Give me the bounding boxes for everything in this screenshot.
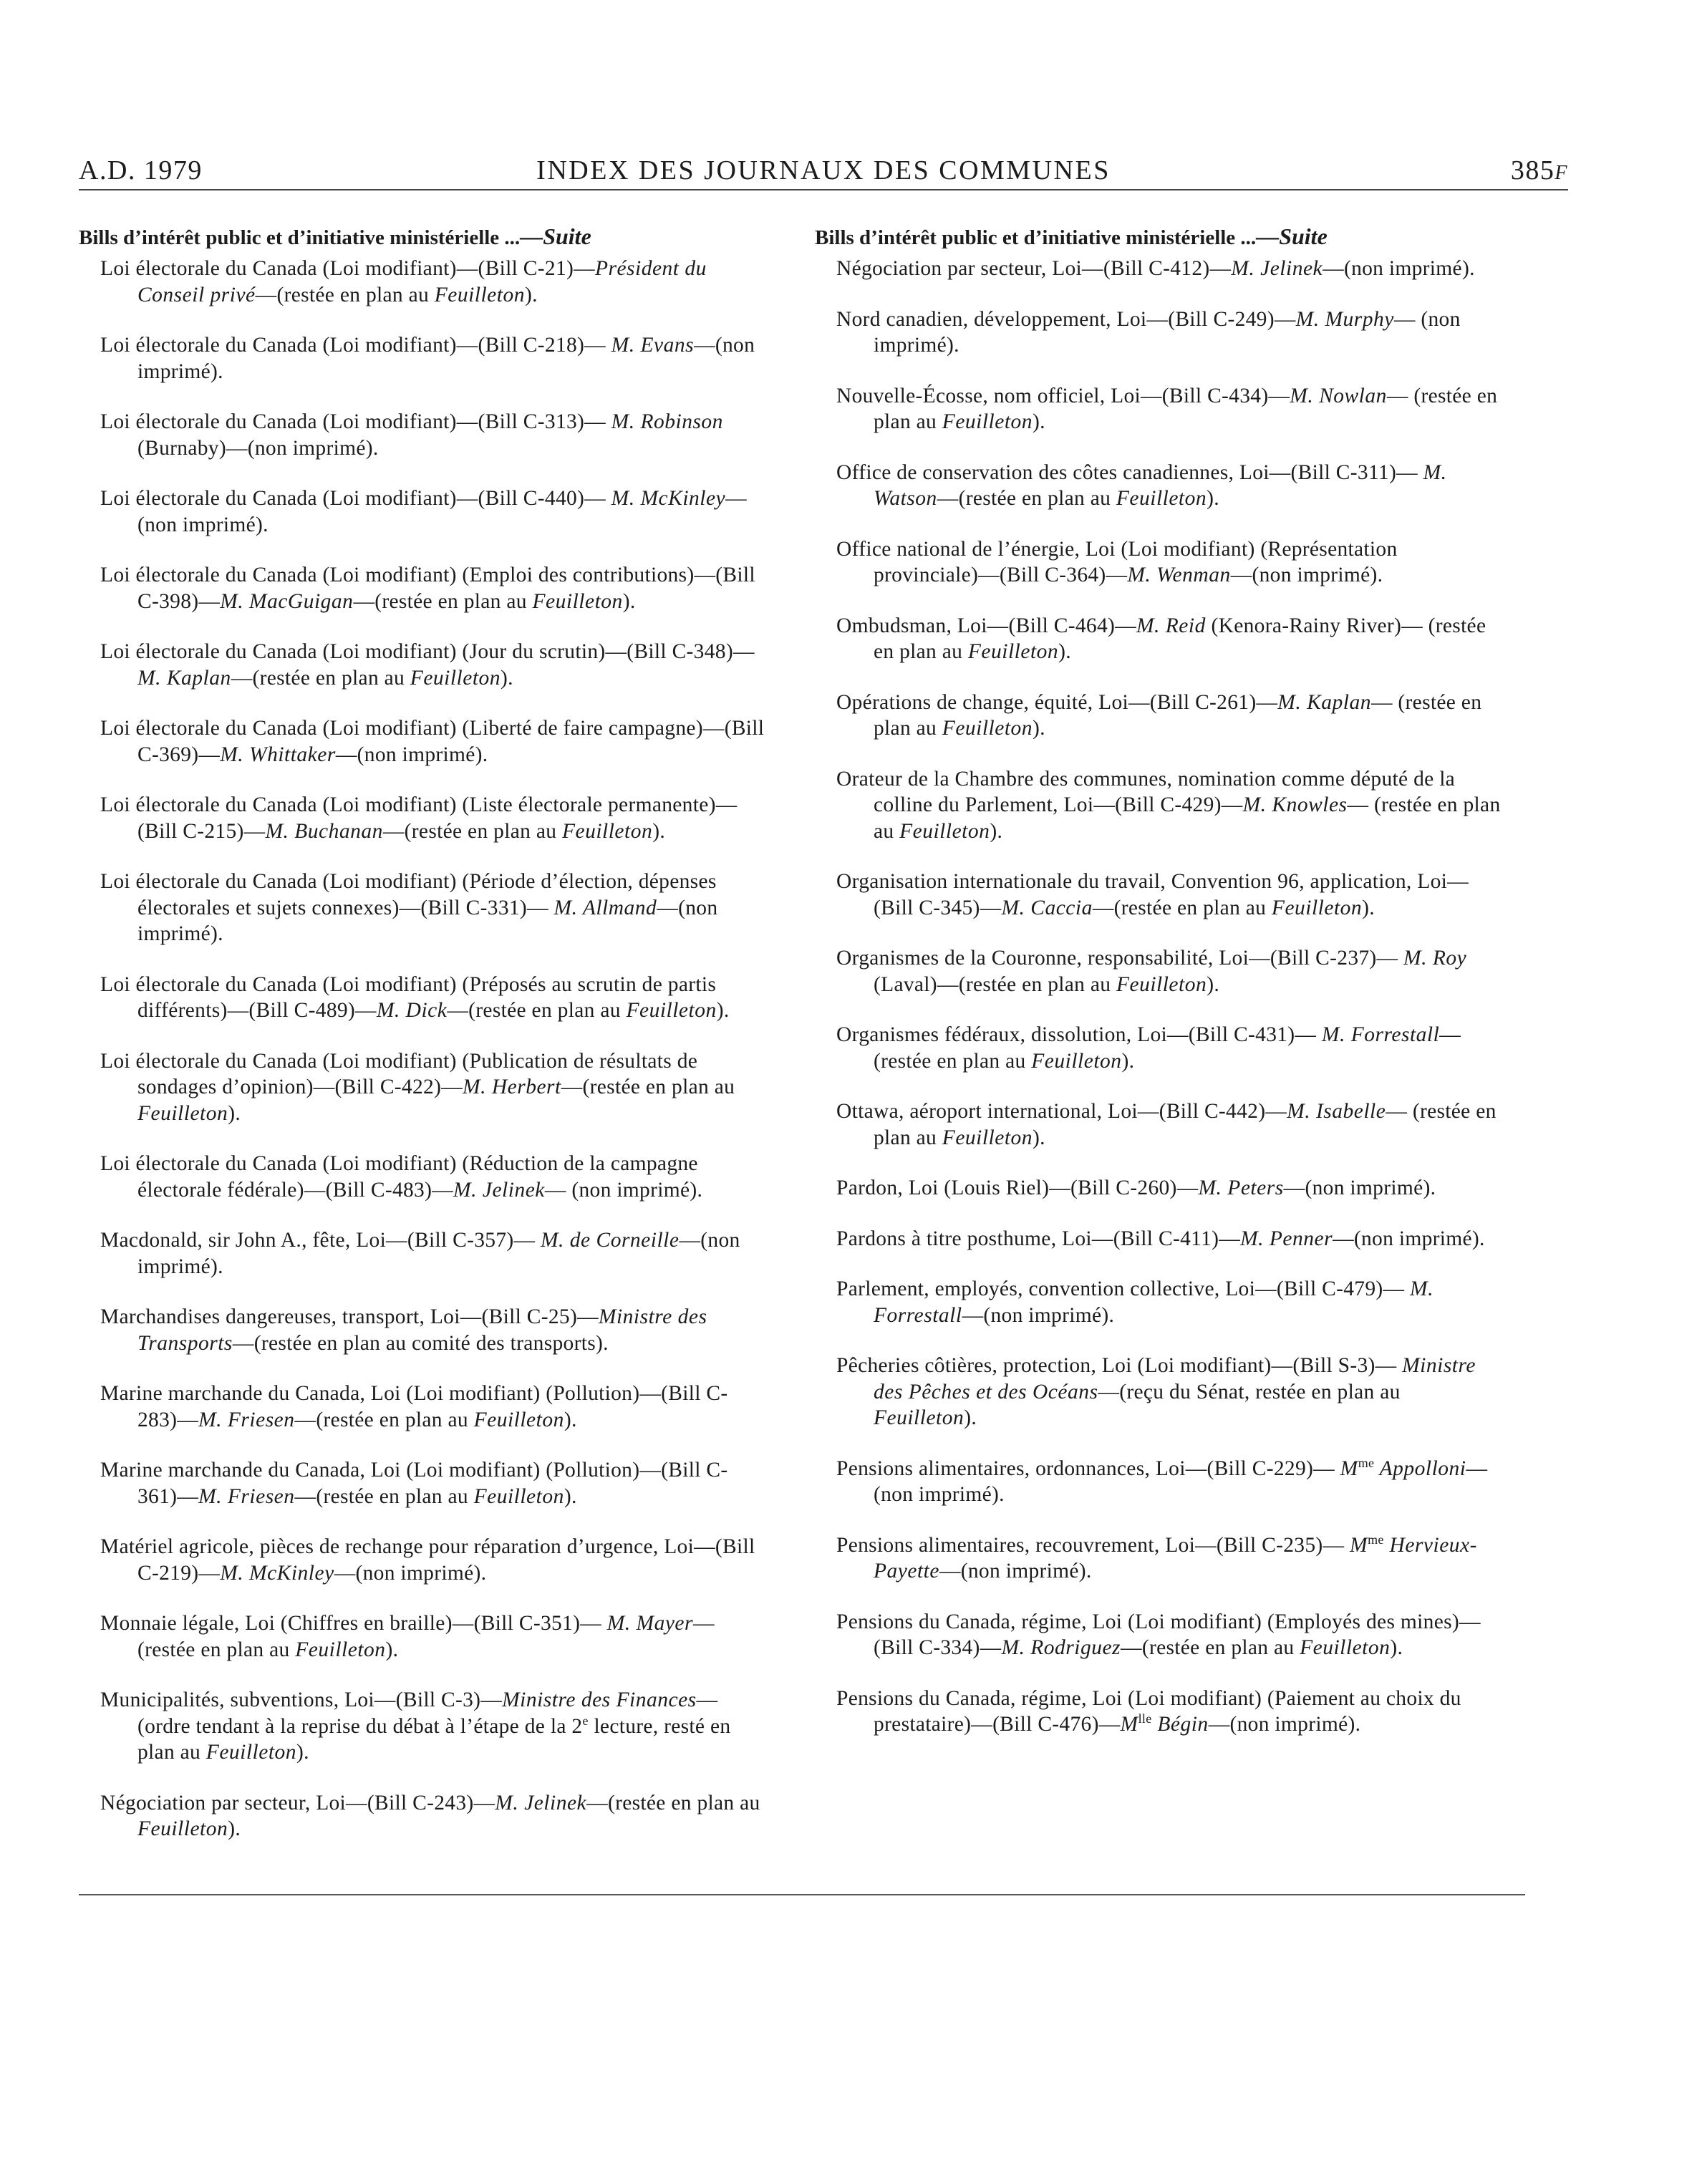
entry-text: M. Herbert bbox=[463, 1076, 561, 1098]
entry-text: —(restée en plan au bbox=[1092, 896, 1272, 919]
entry-text: M. Wenman bbox=[1127, 564, 1231, 586]
entry-text: Bégin bbox=[1151, 1713, 1209, 1736]
entry-text: M. Roy bbox=[1403, 947, 1467, 970]
entry-text: Office national de l’énergie, Loi (Loi modifiant) (Représentation provinciale)—(Bill C-364)— bbox=[836, 537, 1398, 586]
entry-text: — (restée en plan au bbox=[874, 690, 1482, 740]
section-heading-suffix: —Suite bbox=[1256, 223, 1328, 249]
index-entry bbox=[100, 1534, 766, 1586]
entry-text: ). bbox=[228, 1817, 241, 1840]
index-entry bbox=[836, 613, 1502, 665]
entry-text: —(non imprimé). bbox=[1208, 1713, 1361, 1736]
entry-text: Loi électorale du Canada (Loi modifiant)—(Bill C-440)— bbox=[100, 487, 611, 510]
entry-text: Feuilleton bbox=[137, 1101, 228, 1125]
entry-text: ). bbox=[564, 1408, 577, 1431]
entry-text: — (non imprimé). bbox=[544, 1178, 703, 1202]
entry-text: M. MacGuigan bbox=[220, 589, 354, 613]
entry-text: —(non imprimé). bbox=[874, 1456, 1488, 1506]
entry-text: ). bbox=[385, 1638, 399, 1661]
entry-text: Loi électorale du Canada (Loi modifiant) (Période d’élection, dépenses électorales et sujets connexes)—(Bill C-331)— bbox=[100, 870, 717, 919]
entry-text: —(non imprimé). bbox=[939, 1560, 1092, 1583]
entry-text: M. Isabelle bbox=[1287, 1100, 1386, 1123]
index-entry bbox=[836, 1456, 1502, 1508]
entry-text: —(restée en plan au bbox=[1121, 1636, 1300, 1659]
entry-text: Feuilleton bbox=[473, 1484, 564, 1508]
section-heading bbox=[815, 223, 1502, 250]
entry-text: Feuilleton bbox=[899, 819, 990, 843]
entry-text: ). bbox=[964, 1406, 977, 1429]
entry-text: Office de conservation des côtes canadiennes, Loi—(Bill C-311)— bbox=[836, 460, 1423, 484]
entry-text: M. McKinley bbox=[220, 1561, 334, 1585]
entry-text: Pardon, Loi (Louis Riel)—(Bill C-260)— bbox=[836, 1176, 1199, 1199]
entry-text: Nord canadien, développement, Loi—(Bill C-249)— bbox=[836, 307, 1296, 331]
entry-text: Pensions alimentaires, recouvrement, Loi—(Bill C-235)— bbox=[836, 1533, 1350, 1557]
index-entry bbox=[836, 1175, 1502, 1202]
entry-text: M. Forrestall bbox=[1321, 1023, 1440, 1046]
entry-text: M. Caccia bbox=[1001, 896, 1093, 919]
entry-text: Loi électorale du Canada (Loi modifiant) (Jour du scrutin)—(Bill C-348)— bbox=[100, 640, 755, 663]
entry-text: —(non imprimé). bbox=[334, 1561, 487, 1585]
entry-text: Matériel agricole, pièces de rechange pour réparation d’urgence, Loi—(Bill C-219)— bbox=[100, 1535, 755, 1585]
entry-text: ). bbox=[622, 589, 636, 613]
entry-text: —(restée en plan au bbox=[874, 1023, 1461, 1073]
entry-text: M. Evans bbox=[611, 334, 695, 357]
entry-text: Feuilleton bbox=[434, 283, 525, 306]
entry-text: ). bbox=[652, 819, 666, 843]
entry-text: —(restée en plan au bbox=[255, 283, 435, 306]
entry-text: —(restée en plan au bbox=[382, 819, 562, 843]
entry-text: Pardons à titre posthume, Loi—(Bill C-411)— bbox=[836, 1227, 1241, 1250]
entry-text: (Laval)—(restée en plan au bbox=[874, 972, 1116, 996]
entry-text: Feuilleton bbox=[1031, 1049, 1122, 1073]
entry-text: —(non imprimé). bbox=[335, 743, 488, 766]
entry-text: lle bbox=[1138, 1711, 1152, 1726]
index-entry bbox=[100, 1687, 766, 1766]
index-entry bbox=[100, 562, 766, 614]
entry-text: Monnaie légale, Loi (Chiffres en braille)—(Bill C-351)— bbox=[100, 1612, 607, 1635]
entry-text: —(restée en plan au bbox=[231, 666, 410, 690]
entry-text: M. Buchanan bbox=[265, 819, 383, 843]
entry-text: Feuilleton bbox=[967, 640, 1059, 663]
entry-text: Feuilleton bbox=[473, 1408, 564, 1431]
entry-text: Loi électorale du Canada (Loi modifiant) (Emploi des contributions)—(Bill C-398)— bbox=[100, 564, 755, 613]
entry-text: M. Robinson bbox=[611, 410, 723, 433]
entry-text: —(non imprimé). bbox=[137, 896, 718, 945]
entry-text: Ministre des Finances bbox=[502, 1688, 697, 1711]
index-entry bbox=[836, 1022, 1502, 1074]
entry-text: Feuilleton bbox=[410, 666, 501, 690]
entry-text: ). bbox=[228, 1101, 241, 1125]
entry-text: Feuilleton bbox=[1116, 487, 1207, 510]
index-entry bbox=[836, 256, 1502, 282]
entry-text: e bbox=[582, 1713, 589, 1728]
entry-text: Feuilleton bbox=[1271, 896, 1363, 919]
entry-text: M. McKinley bbox=[611, 487, 726, 510]
entry-text: —(restée en plan au bbox=[294, 1484, 474, 1508]
entry-text: —(restée en plan au bbox=[447, 999, 627, 1022]
header-year: A.D. 1979 bbox=[79, 155, 203, 185]
index-entry bbox=[100, 409, 766, 461]
index-entry bbox=[100, 715, 766, 768]
entry-text: Opérations de change, équité, Loi—(Bill C-261)— bbox=[836, 690, 1278, 714]
header-title: INDEX DES JOURNAUX DES COMMUNES bbox=[536, 155, 1111, 185]
entry-text: M. Whittaker bbox=[220, 743, 336, 766]
entry-text: ). bbox=[1207, 487, 1219, 510]
footer-rule bbox=[79, 1894, 1525, 1895]
index-entry bbox=[836, 306, 1502, 359]
entry-text: Feuilleton bbox=[874, 1406, 964, 1429]
entry-text: Feuilleton bbox=[1300, 1636, 1391, 1659]
entry-text: —(restée en plan au bbox=[561, 1076, 735, 1098]
entry-text: Municipalités, subventions, Loi—(Bill C-3)— bbox=[100, 1688, 503, 1711]
entry-text: M. Knowles bbox=[1242, 793, 1348, 816]
entry-text: Pensions alimentaires, ordonnances, Loi—(Bill C-229)— bbox=[836, 1456, 1340, 1480]
entry-text: Hervieux-Payette bbox=[874, 1533, 1477, 1583]
entry-text: ). bbox=[1033, 410, 1045, 433]
entry-text: —(ordre tendant à la reprise du débat à l’étape de la 2 bbox=[137, 1688, 718, 1738]
entry-text: ). bbox=[1390, 1636, 1403, 1659]
entry-text: Loi électorale du Canada (Loi modifiant)—(Bill C-313)— bbox=[100, 410, 611, 433]
entry-text: Ombudsman, Loi—(Bill C-464)— bbox=[836, 614, 1136, 637]
entry-text: —(non imprimé). bbox=[1230, 564, 1383, 586]
entry-text: Loi électorale du Canada (Loi modifiant) (Liberté de faire campagne)—(Bill C-369)— bbox=[100, 717, 765, 766]
index-entry bbox=[100, 792, 766, 844]
entry-text: —(restée en plan au bbox=[137, 1612, 715, 1661]
entry-text: ). bbox=[1033, 1126, 1045, 1149]
index-entry bbox=[100, 1381, 766, 1433]
entry-text: Organisation internationale du travail, Convention 96, application, Loi—(Bill C-345)— bbox=[836, 870, 1469, 919]
index-entry bbox=[100, 1790, 766, 1842]
index-entry bbox=[836, 690, 1502, 742]
entry-text: ). bbox=[1058, 640, 1071, 663]
entry-text: (Burnaby)—(non imprimé). bbox=[137, 436, 379, 460]
entry-text: Pensions du Canada, régime, Loi (Loi modifiant) (Paiement au choix du prestataire)—(Bill C-476)— bbox=[836, 1686, 1461, 1736]
index-entry bbox=[836, 869, 1502, 921]
entry-text: Feuilleton bbox=[1116, 972, 1207, 996]
entry-text: Appolloni bbox=[1374, 1456, 1466, 1480]
entry-text: M. Friesen bbox=[198, 1484, 295, 1508]
section-heading bbox=[79, 223, 766, 250]
header-rule bbox=[79, 189, 1568, 190]
entry-text: M bbox=[1120, 1713, 1138, 1736]
entry-text: Ministre des Transports bbox=[137, 1305, 707, 1355]
entry-text: Marchandises dangereuses, transport, Loi—(Bill C-25)— bbox=[100, 1305, 599, 1328]
index-entry bbox=[100, 332, 766, 385]
entry-text: M. Rodriguez bbox=[1001, 1636, 1121, 1659]
index-entry bbox=[836, 460, 1502, 512]
entry-text: Macdonald, sir John A., fête, Loi—(Bill C-357)— bbox=[100, 1229, 541, 1252]
entry-text: —(restée en plan au bbox=[294, 1408, 474, 1431]
index-entry bbox=[100, 1610, 766, 1663]
entry-text: Loi électorale du Canada (Loi modifiant) (Réduction de la campagne électorale fédérale)—(Bill C-483)— bbox=[100, 1152, 698, 1202]
entry-text: Loi électorale du Canada (Loi modifiant)—(Bill C-218)— bbox=[100, 334, 611, 357]
entry-text: M. Peters bbox=[1198, 1176, 1284, 1199]
entry-text: Feuilleton bbox=[561, 819, 653, 843]
entry-text: Pensions du Canada, régime, Loi (Loi modifiant) (Employés des mines)—(Bill C-334)— bbox=[836, 1610, 1481, 1659]
entry-text: —(non imprimé). bbox=[137, 334, 755, 383]
entry-text: Parlement, employés, convention collective, Loi—(Bill C-479)— bbox=[836, 1277, 1410, 1300]
section-heading-suffix: —Suite bbox=[520, 223, 591, 249]
entry-text: Président du Conseil privé bbox=[137, 257, 707, 306]
entry-text: Ottawa, aéroport international, Loi—(Bill C-442)— bbox=[836, 1100, 1287, 1123]
entry-text: me bbox=[1368, 1532, 1384, 1547]
entry-text: Feuilleton bbox=[295, 1638, 386, 1661]
entry-text: — (restée en plan au bbox=[874, 1100, 1497, 1149]
entry-text: Négociation par secteur, Loi—(Bill C-243)— bbox=[100, 1791, 495, 1815]
section-heading-text: Bills d’intérêt public et d’initiative ministérielle ... bbox=[815, 226, 1257, 249]
entry-text: M. Allmand bbox=[553, 896, 657, 919]
entry-text: ). bbox=[524, 283, 538, 306]
entry-list bbox=[815, 256, 1502, 1738]
entry-text: M. Friesen bbox=[198, 1408, 295, 1431]
page-number bbox=[1511, 155, 1568, 186]
section-heading-text: Bills d’intérêt public et d’initiative ministérielle ... bbox=[79, 226, 521, 249]
entry-text: M. Watson bbox=[874, 460, 1447, 510]
index-entry bbox=[100, 1227, 766, 1280]
entry-text: — (non imprimé). bbox=[874, 307, 1461, 357]
entry-text: M. Forrestall bbox=[874, 1277, 1433, 1327]
index-entry bbox=[100, 1457, 766, 1509]
entry-text: — (restée en plan au bbox=[874, 384, 1498, 433]
entry-text: Feuilleton bbox=[942, 717, 1033, 740]
entry-text: M. Dick bbox=[376, 999, 448, 1022]
page-number-suffix: F bbox=[1555, 162, 1568, 184]
index-entry bbox=[836, 945, 1502, 997]
entry-text: —(non imprimé). bbox=[1333, 1227, 1485, 1250]
entry-text: Loi électorale du Canada (Loi modifiant)—(Bill C-21)— bbox=[100, 257, 595, 280]
index-entry bbox=[100, 972, 766, 1024]
entry-text: ). bbox=[296, 1741, 309, 1764]
entry-text: M bbox=[1340, 1456, 1358, 1480]
entry-text: Marine marchande du Canada, Loi (Loi modifiant) (Pollution)—(Bill C-283)— bbox=[100, 1382, 728, 1431]
entry-text: Pêcheries côtières, protection, Loi (Loi modifiant)—(Bill S-3)— bbox=[836, 1354, 1403, 1377]
entry-text: Feuilleton bbox=[532, 589, 623, 613]
entry-text: M. Murphy bbox=[1295, 307, 1394, 331]
entry-text: ). bbox=[501, 666, 513, 690]
index-entry bbox=[836, 1276, 1502, 1328]
index-entry bbox=[100, 256, 766, 308]
entry-text: Feuilleton bbox=[942, 410, 1033, 433]
entry-text: —(non imprimé). bbox=[137, 487, 747, 536]
entry-text: (Kenora-Rainy River)— (restée en plan au bbox=[874, 614, 1486, 663]
entry-text: ). bbox=[716, 999, 730, 1022]
entry-text: M. Jelinek bbox=[1231, 257, 1323, 280]
entry-text: Négociation par secteur, Loi—(Bill C-412)— bbox=[836, 257, 1232, 280]
index-entry bbox=[836, 766, 1502, 845]
entry-text: M. Kaplan bbox=[1277, 690, 1371, 714]
entry-text: Marine marchande du Canada, Loi (Loi modifiant) (Pollution)—(Bill C-361)— bbox=[100, 1459, 728, 1508]
entry-text: ). bbox=[1207, 972, 1220, 996]
entry-text: —(non imprimé). bbox=[962, 1303, 1115, 1327]
index-entry bbox=[100, 485, 766, 538]
entry-text: Loi électorale du Canada (Loi modifiant) (Liste électorale permanente)—(Bill C-215)— bbox=[100, 793, 738, 843]
entry-text: Feuilleton bbox=[626, 999, 717, 1022]
entry-text: Organismes de la Couronne, responsabilité, Loi—(Bill C-237)— bbox=[836, 947, 1404, 970]
index-entry bbox=[100, 1048, 766, 1127]
entry-text: M. Penner bbox=[1240, 1227, 1333, 1250]
entry-text: ). bbox=[1121, 1049, 1135, 1073]
index-entry bbox=[836, 1353, 1502, 1431]
entry-text: Loi électorale du Canada (Loi modifiant) (Publication de résultats de sondages d’opinion)—(Bill C-422)— bbox=[100, 1049, 698, 1098]
index-entry bbox=[836, 383, 1502, 435]
running-header bbox=[79, 155, 1568, 190]
index-entry bbox=[100, 1151, 766, 1203]
entry-text: —(restée en plan au bbox=[586, 1791, 760, 1815]
entry-text: ). bbox=[564, 1484, 577, 1508]
entry-text: — (restée en plan au bbox=[874, 793, 1501, 843]
left-column bbox=[79, 223, 766, 1867]
entry-text: Loi électorale du Canada (Loi modifiant) (Préposés au scrutin de partis différents)—(Bill C-489)— bbox=[100, 972, 717, 1022]
entry-text: Organismes fédéraux, dissolution, Loi—(Bill C-431)— bbox=[836, 1023, 1322, 1046]
index-entry bbox=[100, 1304, 766, 1356]
entry-text: —(reçu du Sénat, restée en plan au bbox=[1098, 1380, 1401, 1403]
page-number-value: 385 bbox=[1510, 155, 1555, 185]
entry-text: M. Reid bbox=[1136, 614, 1206, 637]
entry-text: me bbox=[1358, 1455, 1375, 1470]
entry-text: Feuilleton bbox=[942, 1126, 1033, 1149]
entry-text: lecture, resté en plan au bbox=[137, 1714, 731, 1764]
entry-text: ). bbox=[1362, 896, 1375, 919]
entry-text: —(restée en plan au comité des transports). bbox=[232, 1331, 609, 1355]
entry-text: Nouvelle-Écosse, nom officiel, Loi—(Bill C-434)— bbox=[836, 384, 1290, 407]
index-entry bbox=[836, 1226, 1502, 1252]
index-entry bbox=[836, 1098, 1502, 1151]
index-entry bbox=[100, 869, 766, 947]
entry-text: M. Jelinek bbox=[453, 1178, 545, 1202]
index-entry bbox=[836, 1609, 1502, 1661]
index-entry bbox=[836, 536, 1502, 589]
entry-text: —(non imprimé). bbox=[1323, 257, 1475, 280]
entry-text: M. de Corneille bbox=[540, 1229, 680, 1252]
entry-text: Feuilleton bbox=[137, 1817, 228, 1840]
entry-text: ). bbox=[1033, 717, 1045, 740]
entry-text: Orateur de la Chambre des communes, nomination comme député de la colline du Parlement, Loi—(Bill C-429)— bbox=[836, 767, 1456, 816]
entry-text: M. Nowlan bbox=[1290, 384, 1387, 407]
index-entry bbox=[100, 639, 766, 691]
entry-text: —(restée en plan au bbox=[937, 487, 1116, 510]
entry-text: —(non imprimé). bbox=[1283, 1176, 1436, 1199]
entry-text: M. Kaplan bbox=[137, 666, 231, 690]
entry-text: Feuilleton bbox=[206, 1741, 297, 1764]
right-column bbox=[815, 223, 1502, 1762]
entry-text: —(non imprimé). bbox=[137, 1229, 740, 1278]
index-entry bbox=[836, 1686, 1502, 1738]
entry-text: M. Mayer bbox=[606, 1612, 694, 1635]
entry-text: ). bbox=[990, 819, 1003, 843]
entry-text: M. Jelinek bbox=[495, 1791, 587, 1815]
entry-list bbox=[79, 256, 766, 1842]
index-entry bbox=[836, 1532, 1502, 1585]
entry-text: M bbox=[1349, 1533, 1368, 1557]
entry-text: Ministre des Pêches et des Océans bbox=[874, 1354, 1476, 1403]
entry-text: —(restée en plan au bbox=[353, 589, 533, 613]
